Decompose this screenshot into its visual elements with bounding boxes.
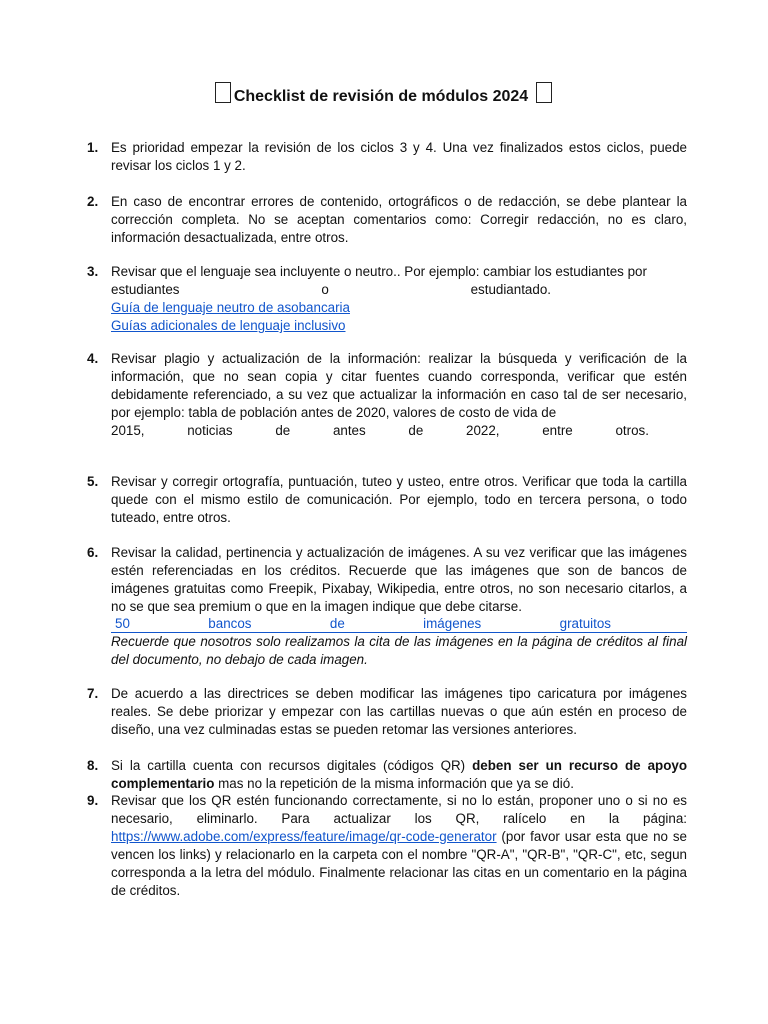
item-text: Si la cartilla cuenta con recursos digitales (códigos QR) deben ser un recurso de apoyo complementario mas no la repetición de la misma información que ya se dió. [111,758,687,791]
item-number: 1. [87,140,99,155]
list-item [87,544,687,669]
list-item [87,792,687,900]
item-number: 3. [87,264,99,279]
spread-line: 2015, noticias de antes de 2022, entre otros. [111,423,649,438]
box-icon [536,82,552,103]
item-text: De acuerdo a las directrices se deben modificar las imágenes tipo caricatura por imágenes reales. Se debe priorizar y empezar con las cartillas nuevas o que aún estén en proceso de diseño, una vez culminadas estas se pueden retomar las versiones anteriores. [111,686,687,737]
item-number: 6. [87,545,99,560]
page-title [0,82,768,106]
title-text: Checklist de revisión de módulos 2024 [233,88,529,105]
list-item [87,685,687,739]
item-number: 4. [87,351,99,366]
list-item [87,263,687,335]
item-number: 5. [87,474,99,489]
free-image-banks-link[interactable]: 50 bancos de imágenes gratuitos [111,616,687,633]
italic-note: Recuerde que nosotros solo realizamos la cita de las imágenes en la página de créditos al final del documento, no debajo de cada imagen. [111,634,687,667]
list-item [87,193,687,247]
list-item [87,757,687,793]
item-text: En caso de encontrar errores de contenido, ortográficos o de redacción, se debe plantear la corrección completa. No se aceptan comentarios como: Corregir redacción, no es claro, información desactualizada, entre otros. [111,194,687,245]
item-text: Revisar plagio y actualización de la información: realizar la búsqueda y verificación de la información, que no sean copia y citar fuentes cuando corresponda, verificar que estén debidamente referenciado, a su vez que actualizar la información en caso tal de ser necesario, por ejemplo: tabla de población antes de 2020, valores de costo de vida de [111,351,687,420]
item-number: 2. [87,194,99,209]
item-text: Revisar que el lenguaje sea incluyente o neutro.. Por ejemplo: cambiar los estudiantes por [111,264,647,279]
item-text: Revisar que los QR estén funcionando correctamente, si no lo están, proponer uno o si no es necesario, eliminarlo. Para actualizar los QR, ralícelo en la página: https://www.adobe.com/express/feature/image/qr-code-generator (por favor usar esta que no se vencen los links) y relacionarlo en la carpeta con el nombre "QR-A", "QR-B", "QR-C", etc, segun corresponda a la letra del módulo. Finalmente relacionar las citas en un comentario en la página de créditos. [111,793,687,898]
qr-generator-link[interactable]: https://www.adobe.com/express/feature/image/qr-code-generator [111,829,497,844]
item-number: 7. [87,686,99,701]
spread-line: estudiantes o estudiantado. [111,282,551,297]
item-text: Es prioridad empezar la revisión de los ciclos 3 y 4. Una vez finalizados estos ciclos, puede revisar los ciclos 1 y 2. [111,140,687,173]
list-item [87,350,687,440]
item-text: Revisar y corregir ortografía, puntuación, tuteo y usteo, entre otros. Verificar que toda la cartilla quede con el mismo estilo de comunicación. Por ejemplo, todo en tercera persona, o todo tuteado, entre otros. [111,474,687,525]
box-icon [215,82,231,103]
item-number: 9. [87,793,99,808]
list-item [87,473,687,527]
item-text: Revisar la calidad, pertinencia y actualización de imágenes. A su vez verificar que las imágenes estén referenciadas en los créditos. Recuerde que las imágenes que son de bancos de imágenes gratuitas como Freepik, Pixabay, Wikipedia, entre otros, no son necesario citarlos, a no se que sea premium o que en la imagen indique que debe citarse. [111,545,687,614]
list-item [87,139,687,175]
asobancaria-guide-link[interactable]: Guía de lenguaje neutro de asobancaria [111,300,350,315]
inclusive-language-link[interactable]: Guías adicionales de lenguaje inclusivo [111,318,346,333]
item-number: 8. [87,758,99,773]
